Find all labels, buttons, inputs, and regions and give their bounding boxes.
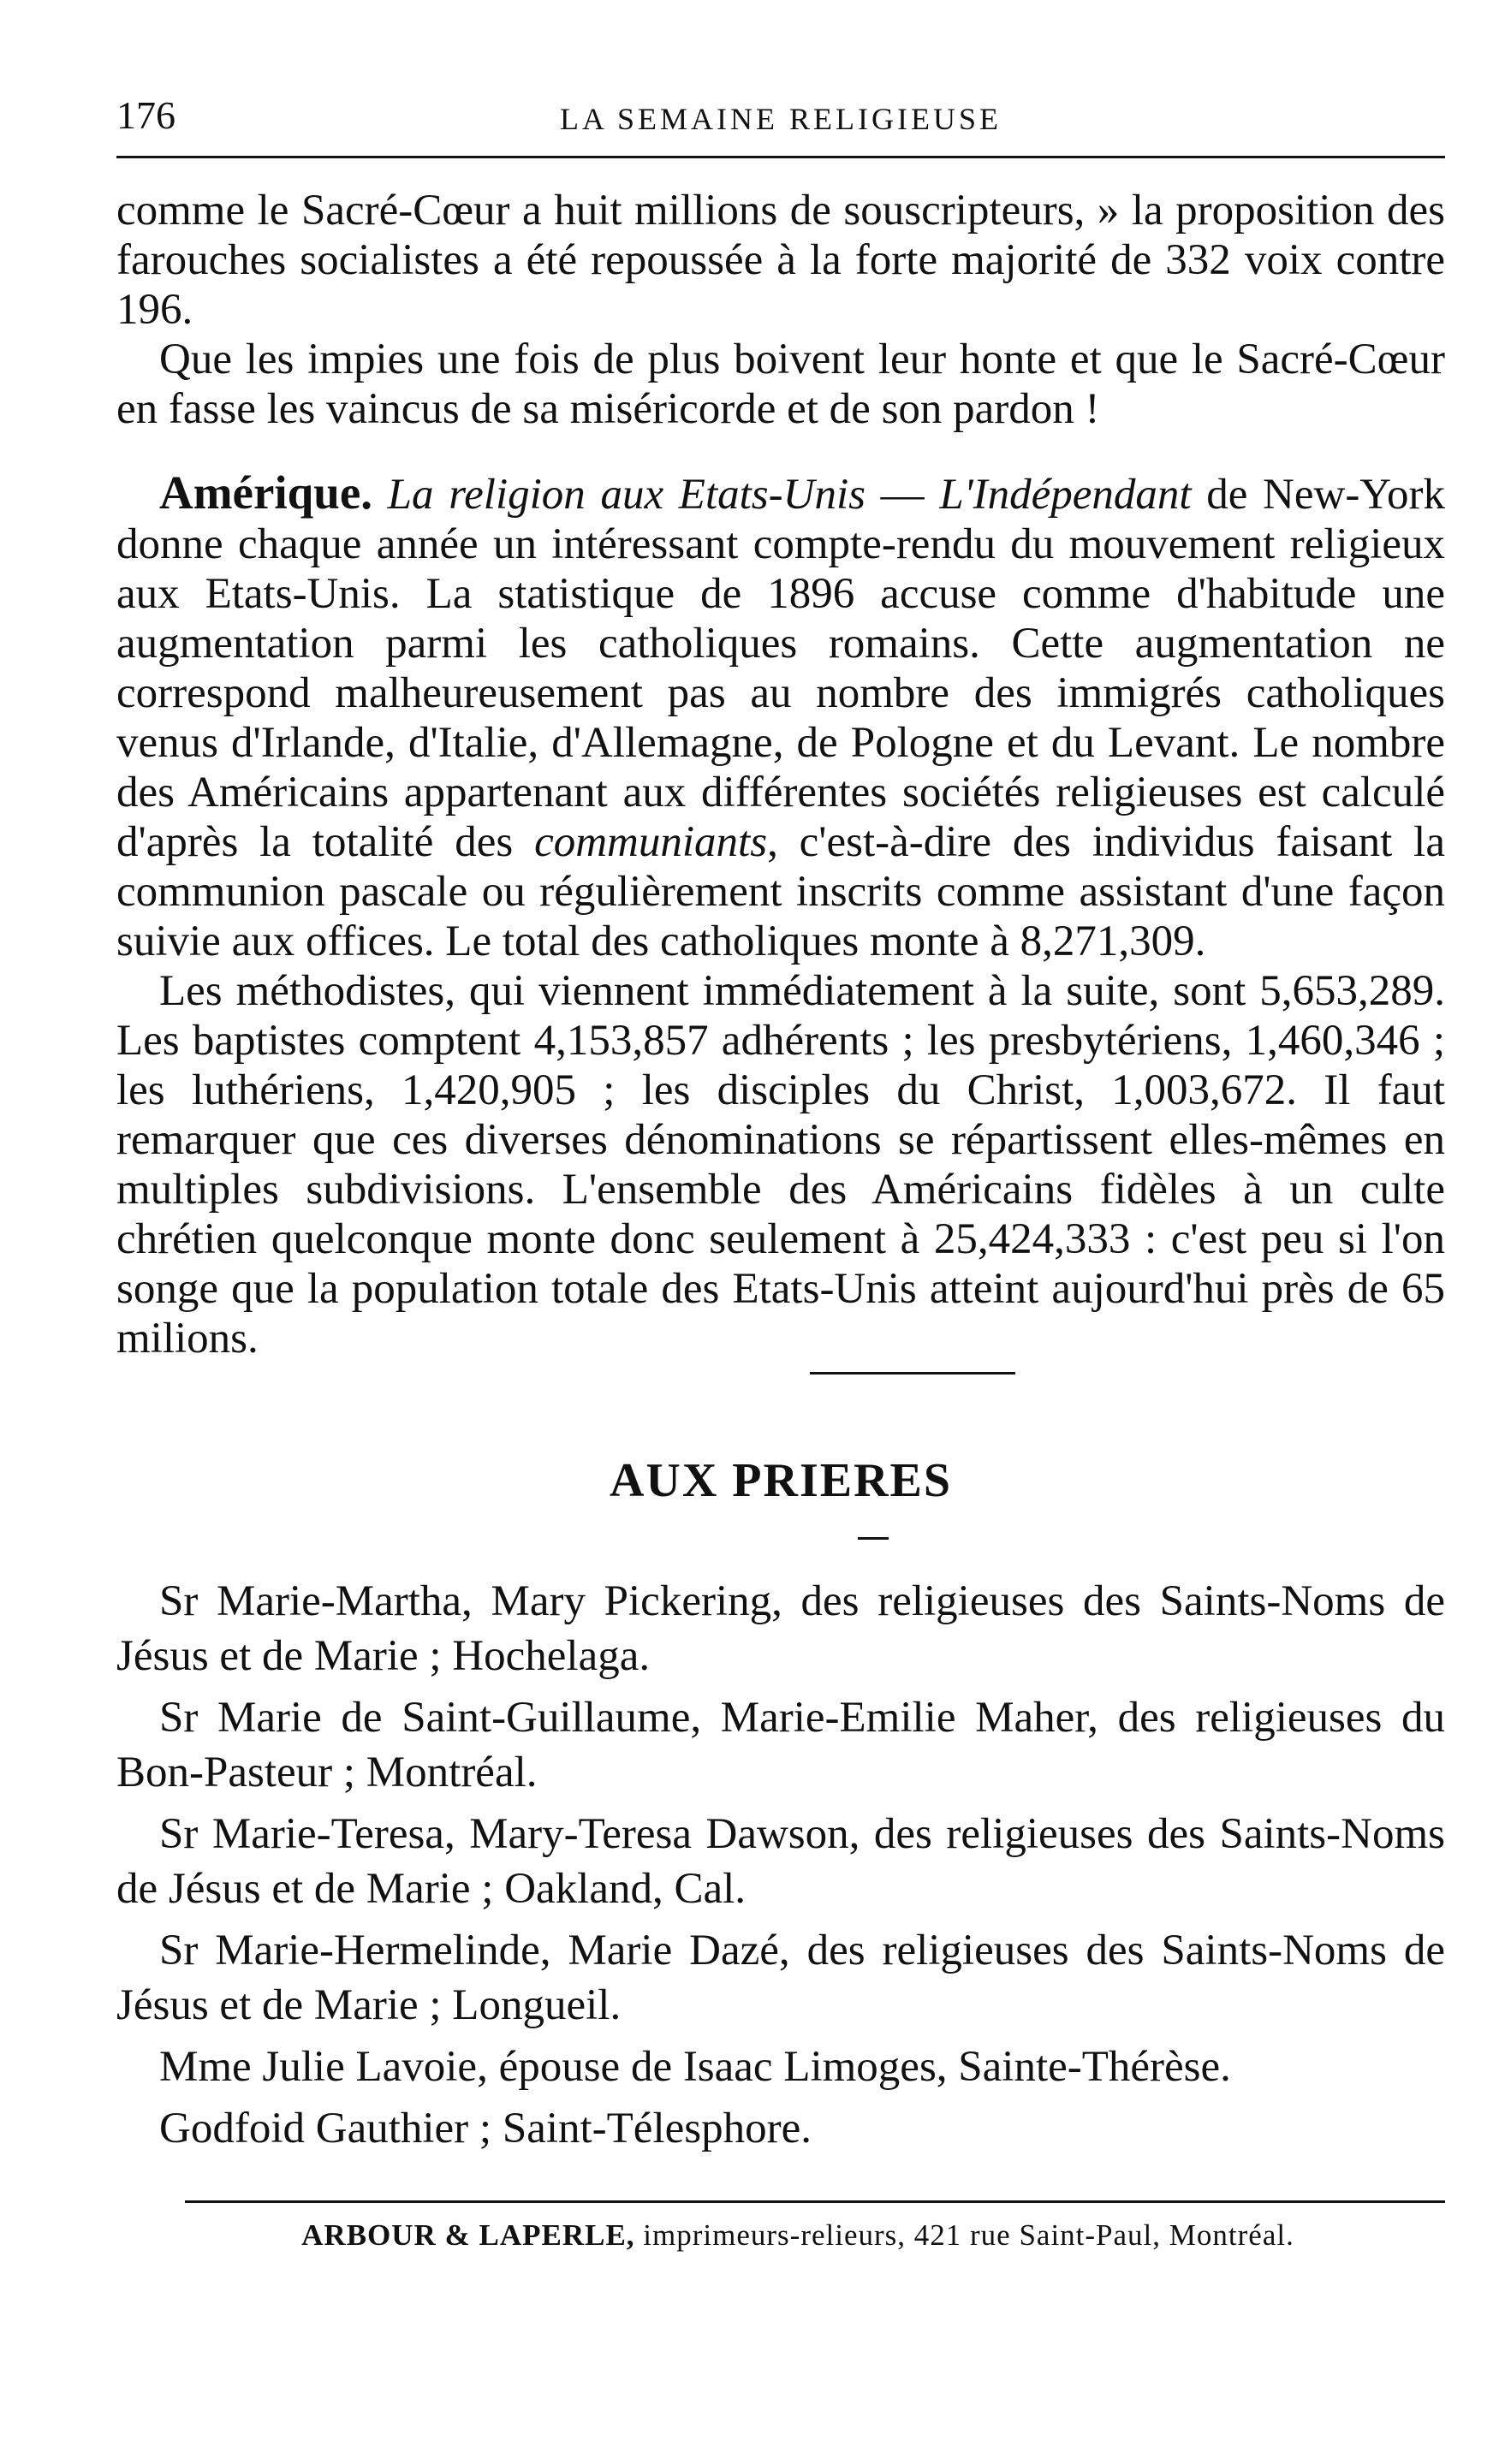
prayer-item: Sr Marie-Hermelinde, Marie Dazé, des religieuses des Saints-Noms de Jésus et de Marie ; Longueil. bbox=[116, 1927, 1445, 2029]
paragraph-text-a: de New-York donne chaque année un intéressant compte-rendu du mouvement religieux aux Etats-Unis. La statistique de 1896 accuse comme d'habitude une augmentation parmi les catholiques romains. Cette augmentation ne correspond malheureusement pas au nombre des immigrés catholiques venus d'Irlande, d'Italie, d'Allemagne, de Pologne et du Levant. Le nombre des Américains appartenant aux différentes sociétés religieuses est calculé d'après la totalité des bbox=[116, 471, 1446, 866]
running-head bbox=[116, 92, 1445, 144]
section-label-amerique: Amérique. bbox=[159, 466, 372, 519]
prayer-item: Sr Marie-Martha, Mary Pickering, des religieuses des Saints-Noms de Jésus et de Marie ; Hochelaga. bbox=[116, 1577, 1445, 1680]
printer-details: imprimeurs-relieurs, 421 rue Saint-Paul, Montréal. bbox=[634, 2218, 1294, 2252]
running-title: LA SEMAINE RELIGIEUSE bbox=[560, 102, 1002, 136]
header-rule bbox=[116, 156, 1445, 158]
prayer-item: Sr Marie de Saint-Guillaume, Marie-Emilie Maher, des religieuses du Bon-Pasteur ; Montréal. bbox=[116, 1694, 1445, 1796]
section-title: La religion aux Etats-Unis bbox=[387, 471, 866, 519]
paragraph-methodistes: Les méthodistes, qui viennent immédiatement à la suite, sont 5,653,289. Les baptistes comptent 4,153,857 adhérents ; les presbytériens, 1,460,346 ; les luthériens, 1,420,905 ; les disciples du Christ, 1,003,672. Il faut remarquer que ces diverses dénominations se répartissent elles-mêmes en multiples subdivisions. L'ensemble des Américains fidèles à un culte chrétien quelconque monte donc seulement à 25,424,333 : c'est peu si l'on songe que la population totale des Etats-Unis atteint aujourd'hui près de 65 milions. bbox=[116, 967, 1445, 1363]
source-name: L'Indépendant bbox=[939, 471, 1192, 519]
prayer-item: Sr Marie-Teresa, Mary-Teresa Dawson, des religieuses des Saints-Noms de Jésus et de Marie ; Oakland, Cal. bbox=[116, 1810, 1445, 1913]
printer-name: ARBOUR & LAPERLE, bbox=[301, 2218, 635, 2252]
prayers-heading: AUX PRIERES bbox=[609, 1454, 953, 1507]
article-body bbox=[116, 186, 1445, 1363]
heading-ornament-dash bbox=[858, 1537, 889, 1540]
printer-imprint bbox=[116, 2218, 1445, 2253]
paragraph-impies: Que les impies une fois de plus boivent leur honte et que le Sacré-Cœur en fasse les vaincus de sa miséricorde et de son pardon ! bbox=[116, 335, 1445, 433]
end-of-article-rule bbox=[810, 1372, 1015, 1374]
prayer-item: Godfoid Gauthier ; Saint-Télesphore. bbox=[159, 2105, 812, 2152]
prayer-item: Mme Julie Lavoie, épouse de Isaac Limoges, Sainte-Thérèse. bbox=[159, 2043, 1231, 2091]
paragraph-amerique bbox=[116, 468, 1445, 966]
page-number: 176 bbox=[116, 93, 175, 137]
paragraph-text-b: , c'est-à-dire des individus faisant la communion pascale ou régulièrement inscrits comme assistant d'une façon suivie aux offices. Le total des catholiques monte à 8,271,309. bbox=[116, 818, 1445, 965]
italic-term: communiants bbox=[534, 818, 768, 866]
prayer-list bbox=[116, 1574, 1445, 2156]
footer-rule bbox=[185, 2200, 1445, 2203]
paragraph-sacre-coeur: comme le Sacré-Cœur a huit millions de souscripteurs, » la proposition des farouches socialistes a été repoussée à la forte majorité de 332 voix contre 196. bbox=[116, 187, 1445, 334]
title-dash: — bbox=[865, 471, 940, 519]
